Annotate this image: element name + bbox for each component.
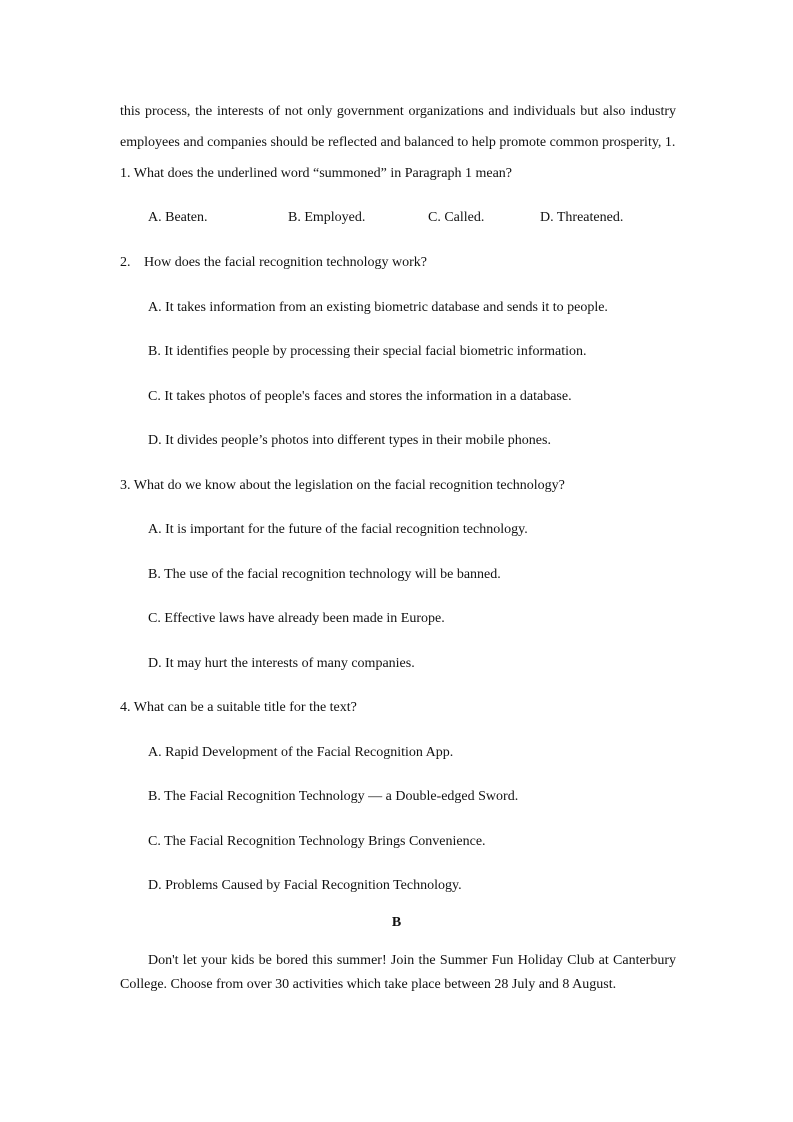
question-text: What do we know about the legislation on the facial recognition technology?	[133, 478, 565, 493]
q2-option-a: A. It takes information from an existing biometric database and sends it to people.	[148, 300, 608, 315]
question-number: 3.	[120, 478, 131, 493]
question-number: 4.	[120, 700, 131, 715]
q2-option-b: B. It identifies people by processing their special facial biometric information.	[148, 344, 587, 359]
q1-option-b: B. Employed.	[288, 210, 366, 225]
question-text: What can be a suitable title for the text?	[133, 700, 357, 715]
q3-option-c: C. Effective laws have already been made in Europe.	[148, 611, 445, 626]
question-3	[120, 476, 565, 496]
question-number: 2.	[120, 255, 131, 270]
question-text: What does the underlined word “summoned” in Paragraph 1 mean?	[133, 166, 513, 181]
section-heading: B	[391, 915, 402, 930]
q4-option-a: A. Rapid Development of the Facial Recognition App.	[148, 745, 454, 760]
q4-option-d: D. Problems Caused by Facial Recognition Technology.	[148, 878, 462, 893]
q3-option-b: B. The use of the facial recognition technology will be banned.	[148, 567, 501, 582]
q2-option-c: C. It takes photos of people's faces and stores the information in a database.	[148, 389, 572, 404]
question-4	[120, 698, 357, 718]
q4-option-c: C. The Facial Recognition Technology Brings Convenience.	[148, 834, 486, 849]
section-b-paragraph-line: Don't let your kids be bored this summer! Join the Summer Fun Holiday Club at Canterbury	[148, 953, 676, 968]
passage-line: this process, the interests of not only government organizations and individuals but also industry	[120, 104, 676, 119]
q4-option-b: B. The Facial Recognition Technology — a Double-edged Sword.	[148, 789, 519, 804]
q1-option-a: A. Beaten.	[148, 210, 208, 225]
q3-option-a: A. It is important for the future of the facial recognition technology.	[148, 522, 528, 537]
q1-option-d: D. Threatened.	[540, 210, 624, 225]
passage-line: employees and companies should be reflected and balanced to help promote common prosperity, 1.	[120, 135, 676, 150]
q3-option-d: D. It may hurt the interests of many companies.	[148, 656, 415, 671]
question-text: How does the facial recognition technology work?	[144, 255, 428, 270]
question-2	[120, 253, 427, 273]
section-b-paragraph-line: College. Choose from over 30 activities which take place between 28 July and 8 August.	[120, 977, 617, 992]
question-number: 1.	[120, 166, 131, 181]
q2-option-d: D. It divides people’s photos into different types in their mobile phones.	[148, 433, 551, 448]
q1-option-c: C. Called.	[428, 210, 485, 225]
question-1	[120, 164, 512, 184]
